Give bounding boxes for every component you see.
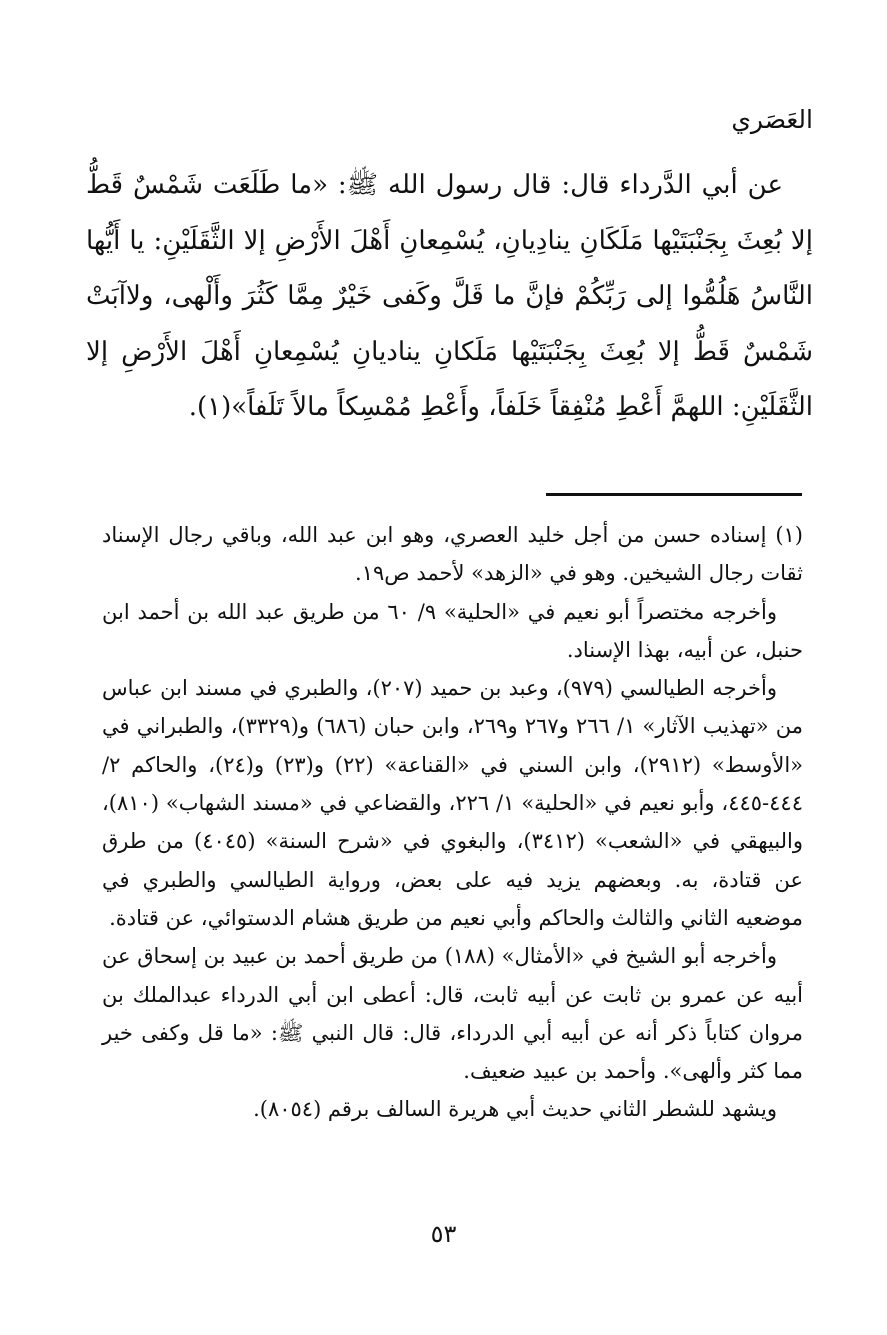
running-header: العَصَري: [731, 105, 813, 134]
hadith-text-block: [86, 158, 813, 436]
footnote-paragraph: وأخرجه أبو الشيخ في «الأمثال» (١٨٨) من طريق أحمد بن عبيد بن إسحاق عن أبيه عن عمرو بن ثابت عن أبيه ثابت، قال: أعطى ابن أبي الدرداء عبدالملك بن مروان كتاباً ذكر أنه عن أبيه أبي الدرداء، قال: قال النبي ﷺ: «ما قل وكفى خير مما كثر وألهى». وأحمد بن عبيد ضعيف.: [102, 944, 803, 1084]
footnote-separator-line: [546, 493, 802, 496]
footnote-paragraph: (١) إسناده حسن من أجل خليد العصري، وهو ابن عبد الله، وباقي رجال الإسناد ثقات رجال الشيخين. وهو في «الزهد» لأحمد ص١٩.: [102, 523, 803, 586]
footnotes-block: [102, 516, 803, 1129]
page-number: ٥٣: [430, 1220, 457, 1248]
hadith-paragraph: عن أبي الدَّرداء قال: قال رسول الله ﷺ: «ما طَلَعَت شَمْسٌ قَطُّ إلا بُعِثَ بِجَنْبَتَيْها مَلَكَانِ ينادِيانِ، يُسْمِعانِ أَهْلَ الأَرْضِ إلا الثَّقَلَيْنِ: يا أَيُّها النَّاسُ هَلُمُّوا إلى رَبِّكُمْ فإنَّ ما قَلَّ وكَفى خَيْرٌ مِمَّا كَثُرَ وأَلْهى، ولاآبَتْ شَمْسٌ قَطُّ إلا بُعِثَ بِجَنْبَتَيْها مَلَكانِ يناديانِ يُسْمِعانِ أَهْلَ الأَرْضِ إلا الثَّقَلَيْنِ: اللهمَّ أَعْطِ مُنْفِقاً خَلَفاً، وأَعْطِ مُمْسِكاً مالاً تَلَفاً»(١).: [86, 170, 813, 422]
footnote-paragraph: وأخرجه الطيالسي (٩٧٩)، وعبد بن حميد (٢٠٧)، والطبري في مسند ابن عباس من «تهذيب الآثار» ١/ ٢٦٦ و٢٦٧ و٢٦٩، وابن حبان (٦٨٦) و(٣٣٢٩)، والطبراني في «الأوسط» (٢٩١٢)، وابن السني في «القناعة» (٢٢) و(٢٣) و(٢٤)، والحاكم ٢/ ٤٤٤-٤٤٥، وأبو نعيم في «الحلية» ١/ ٢٢٦، والقضاعي في «مسند الشهاب» (٨١٠)، والبيهقي في «الشعب» (٣٤١٢)، والبغوي في «شرح السنة» (٤٠٤٥) من طرق عن قتادة، به. وبعضهم يزيد فيه على بعض، ورواية الطيالسي والطبري في موضعيه الثاني والثالث والحاكم وأبي نعيم من طريق هشام الدستوائي، عن قتادة.: [102, 676, 804, 930]
footnote-paragraph: ويشهد للشطر الثاني حديث أبي هريرة السالف برقم (٨٠٥٤).: [253, 1097, 777, 1122]
footnote-paragraph: وأخرجه مختصراً أبو نعيم في «الحلية» ٩/ ٦٠ من طريق عبد الله بن أحمد ابن حنبل، عن أبيه، بهذا الإسناد.: [102, 599, 803, 662]
